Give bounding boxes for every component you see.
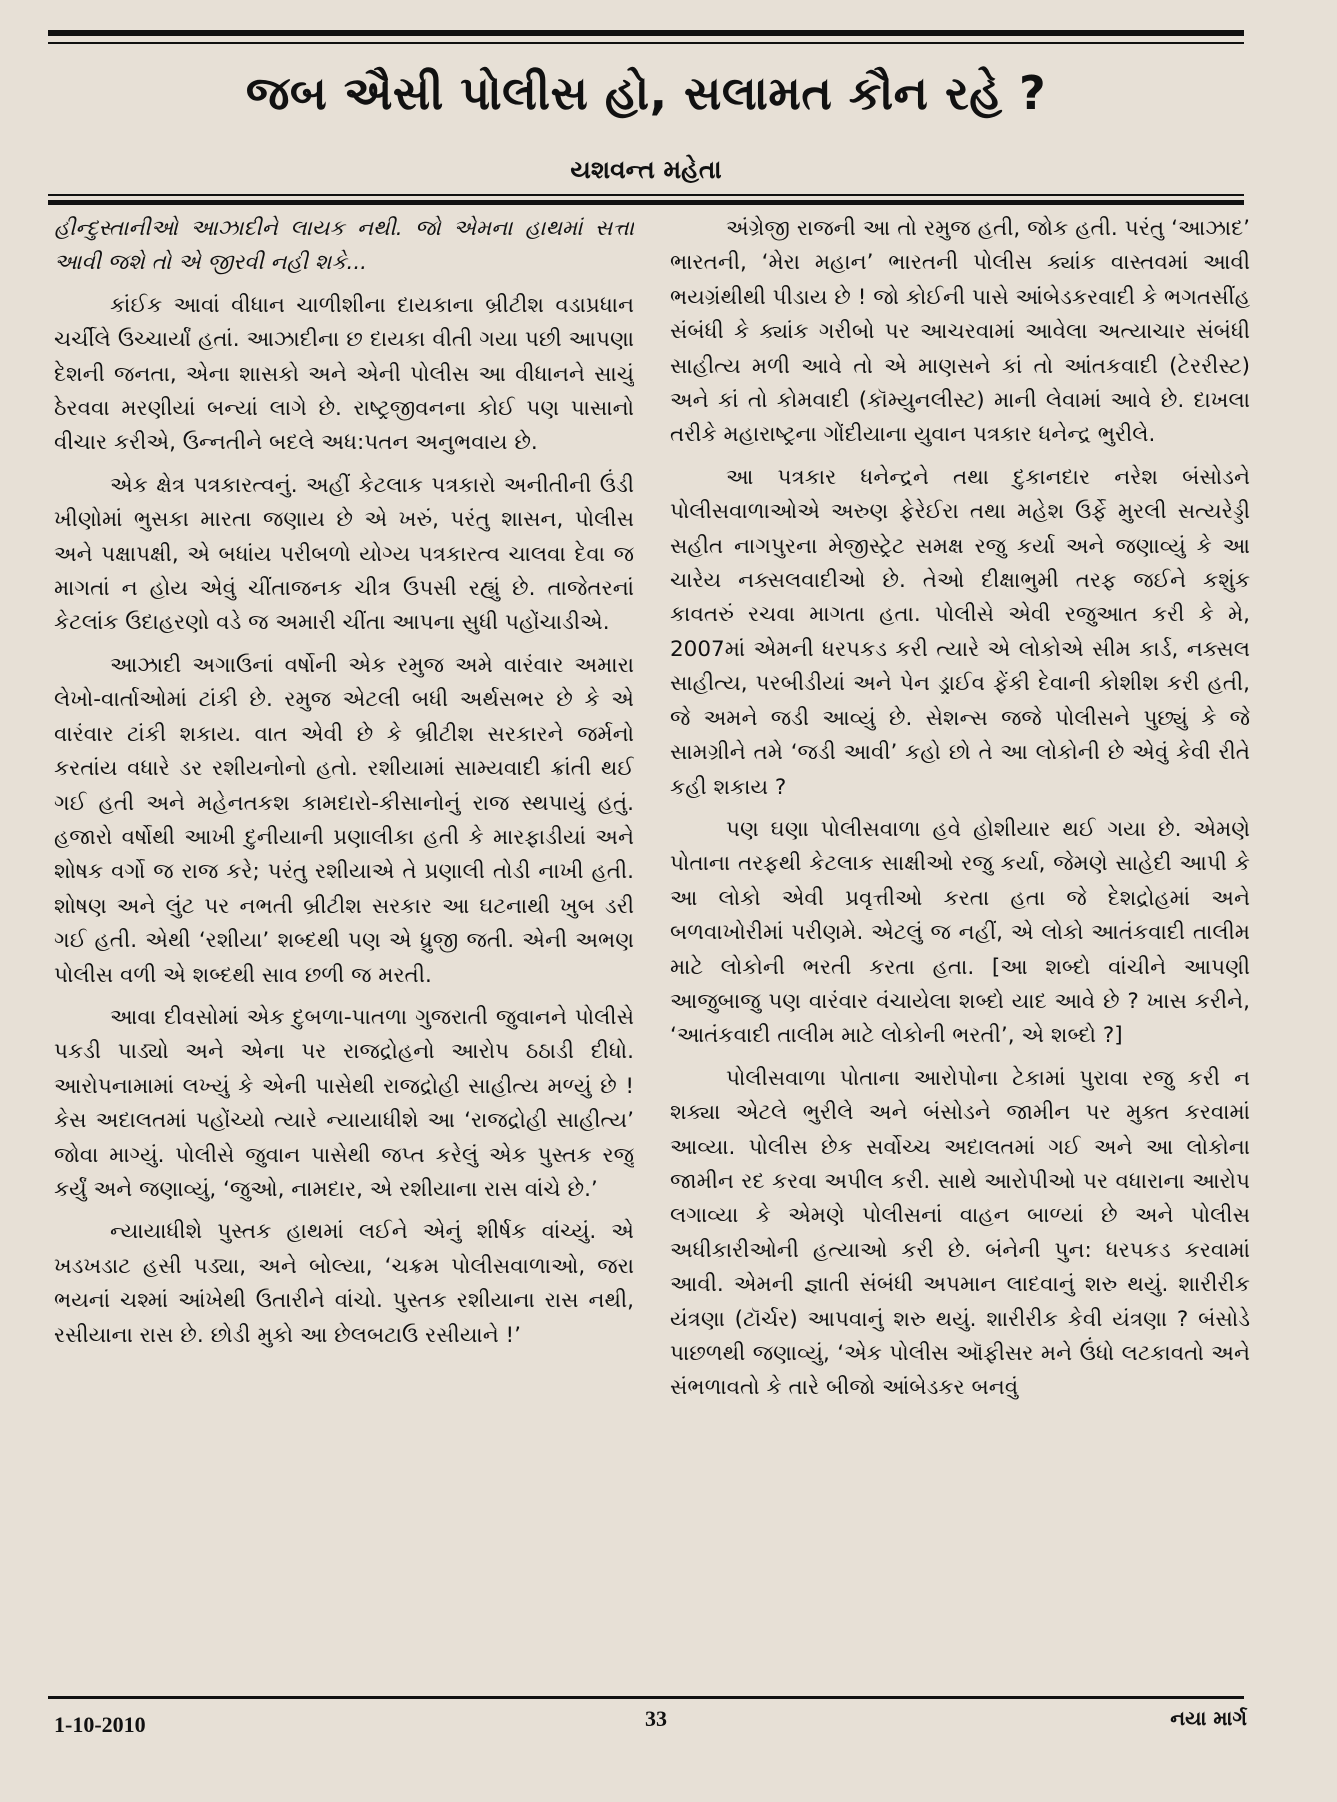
header-rule-thick xyxy=(48,200,1244,205)
paragraph: પોલીસવાળા પોતાના આરોપોના ટેકામાં પુરાવા રજુ કરી ન શક્યા એટલે ભુરીલે અને બંસોડને જામીન પર મુક્ત કરવામાં આવ્યા. પોલીસ છેક સર્વોચ્ચ અદાલતમાં ગઈ અને આ લોકોના જામીન રદ કરવા અપીલ કરી. સાથે આરોપીઓ પર વધારાના આરોપ લગાવ્યા કે એમણે પોલીસનાં વાહન બાળ્યાં છે અને પોલીસ અધીકારીઓની હત્યાઓ કરી છે. બંનેની પુન: ધરપકડ કરવામાં આવી. એમની જ્ઞાતી સંબંધી અપમાન લાદવાનું શરુ થયું. શારીરીક યંત્રણા (ટૉર્ચર) આપવાનું શરુ થયું. શારીરીક કેવી યંત્રણા ? બંસોડે પાછળથી જણાવ્યું, ‘એક પોલીસ ઑફીસર મને ઉંધો લટકાવતો અને સંભળાવતો કે તારે બીજો આંબેડકર બનવું xyxy=(670,1065,1250,1401)
paragraph: આવા દીવસોમાં એક દુબળા-પાતળા ગુજરાતી જુવાનને પોલીસે પકડી પાડ્યો અને એના પર રાજદ્રોહનો આરોપ ઠઠાડી દીધો. આરોપનામામાં લખ્યું કે એની પાસેથી રાજદ્રોહી સાહીત્ય મળ્યું છે ! કેસ અદાલતમાં પહોંચ્યો ત્યારે ન્યાયાધીશે આ ‘રાજદ્રોહી સાહીત્ય’ જોવા માગ્યું. પોલીસે જુવાન પાસેથી જપ્ત કરેલું એક પુસ્તક રજુ કર્યું અને જણાવ્યું, ‘જુઓ, નામદાર, એ રશીયાના રાસ વાંચે છે.’ xyxy=(54,1004,634,1202)
paragraph: કાંઈક આવાં વીધાન ચાળીશીના દાયકાના બ્રીટીશ વડાપ્રધાન ચર્ચીલે ઉચ્ચાર્યાં હતાં. આઝાદીના છ દાયકા વીતી ગયા પછી આપણા દેશની જનતા, એના શાસકો અને એની પોલીસ આ વીધાનને સાચું ઠેરવવા મરણીયાં બન્યાં લાગે છે. રાષ્ટ્રજીવનના કોઈ પણ પાસાનો વીચાર કરીએ, ઉન્નતીને બદલે અધ:પતન અનુભવાય છે. xyxy=(54,292,634,456)
left-column xyxy=(54,212,634,1687)
top-rule-thick xyxy=(48,30,1244,36)
magazine-name: નયા માર્ગ xyxy=(1170,1706,1247,1730)
article-author: યશવન્ત મહેતા xyxy=(570,155,722,184)
paragraph: એક ક્ષેત્ર પત્રકારત્વનું. અહીં કેટલાક પત્રકારો અનીતીની ઉંડી ખીણોમાં ભુસકા મારતા જણાય છે એ ખરું, પરંતુ શાસન, પોલીસ અને પક્ષાપક્ષી, એ બધાંય પરીબળો યોગ્ય પત્રકારત્વ ચાલવા દેવા જ માગતાં ન હોય એવું ચીંતાજનક ચીત્ર ઉપસી રહ્યું છે. તાજેતરનાં કેટલાંક ઉદાહરણો વડે જ અમારી ચીંતા આપના સુધી પહોંચાડીએ. xyxy=(54,472,634,636)
paragraph: આઝાદી અગાઉનાં વર્ષોની એક રમુજ અમે વારંવાર અમારા લેખો-વાર્તાઓમાં ટાંકી છે. રમુજ એટલી બધી અર્થસભર છે કે એ વારંવાર ટાંકી શકાય. વાત એવી છે કે બ્રીટીશ સરકારને જર્મનો કરતાંય વધારે ડર રશીયનોનો હતો. રશીયામાં સામ્યવાદી ક્રાંતી થઈ ગઈ હતી અને મહેનતકશ કામદારો-કીસાનોનું રાજ સ્થપાયું હતું. હજારો વર્ષોથી આખી દુનીયાની પ્રણાલીકા હતી કે મારફાડીયાં અને શોષક વર્ગો જ રાજ કરે; પરંતુ રશીયાએ તે પ્રણાલી તોડી નાખી હતી. શોષણ અને લુંટ પર નભતી બ્રીટીશ સરકાર આ ઘટનાથી ખુબ ડરી ગઈ હતી. એથી ‘રશીયા’ શબ્દથી પણ એ ધ્રુજી જતી. એની અભણ પોલીસ વળી એ શબ્દથી સાવ છળી જ મરતી. xyxy=(54,652,634,988)
footer-rule xyxy=(48,1696,1244,1699)
page-number: 33 xyxy=(645,1706,667,1731)
paragraph: આ પત્રકાર ધનેન્દ્રને તથા દુકાનદાર નરેશ બંસોડને પોલીસવાળાઓએ અરુણ ફેરેઈરા તથા મહેશ ઉર્ફે મુરલી સત્યરેડ્ડી સહીત નાગપુરના મેજીસ્ટ્રેટ સમક્ષ રજુ કર્યા અને જણાવ્યું કે આ ચારેય નક્સલવાદીઓ છે. તેઓ દીક્ષાભુમી તરફ જઈને કશુંક કાવતરું રચવા માગતા હતા. પોલીસે એવી રજુઆત કરી કે મે, 2007માં એમની ધરપકડ કરી ત્યારે એ લોકોએ સીમ કાર્ડ, નક્સલ સાહીત્ય, પરબીડીયાં અને પેન ડ્રાઈવ ફેંકી દેવાની કોશીશ કરી હતી, જે અમને જડી આવ્યું છે. સેશન્સ જજે પોલીસને પુછ્યું કે જે સામગ્રીને તમે ‘જડી આવી’ કહો છો તે આ લોકોની છે એવું કેવી રીતે કહી શકાય ? xyxy=(670,464,1250,800)
top-rule-thin xyxy=(48,42,1244,44)
paragraph: હીન્દુસ્તાનીઓ આઝાદીને લાયક નથી. જો એમના હાથમાં સત્તા આવી જશે તો એ જીરવી નહી શકે... xyxy=(54,216,634,276)
right-column xyxy=(670,212,1250,1687)
paragraph: અંગ્રેજી રાજની આ તો રમુજ હતી, જોક હતી. પરંતુ ‘આઝાદ’ ભારતની, ‘મેરા મહાન’ ભારતની પોલીસ ક્યાંક વાસ્તવમાં આવી ભયગ્રંથીથી પીડાય છે ! જો કોઈની પાસે આંબેડકરવાદી કે ભગતસીંહ સંબંધી કે ક્યાંક ગરીબો પર આચરવામાં આવેલા અત્યાચાર સંબંધી સાહીત્ય મળી આવે તો એ માણસને કાં તો આંતકવાદી (ટેરરીસ્ટ) અને કાં તો કોમવાદી (કૉમ્યુનલીસ્ટ) માની લેવામાં આવે છે. દાખલા તરીકે મહારાષ્ટ્રના ગોંદીયાના યુવાન પત્રકાર ધનેન્દ્ર ભુરીલે. xyxy=(670,216,1250,448)
header-rule-thin xyxy=(48,194,1244,196)
paragraph: ન્યાયાધીશે પુસ્તક હાથમાં લઈને એનું શીર્ષક વાંચ્યું. એ ખડખડાટ હસી પડ્યા, અને બોલ્યા, ‘ચક્રમ પોલીસવાળાઓ, જરા ભયનાં ચશ્માં આંખેથી ઉતારીને વાંચો. પુસ્તક રશીયાના રાસ નથી, રસીયાના રાસ છે. છોડી મુકો આ છેલબટાઉ રસીયાને !’ xyxy=(54,1219,634,1348)
article-title: જબ ઐસી પોલીસ હો, સલામત કૌન રહે ? xyxy=(245,66,1047,120)
footer-date: 1-10-2010 xyxy=(54,1712,146,1737)
paragraph: પણ ઘણા પોલીસવાળા હવે હોશીયાર થઈ ગયા છે. એમણે પોતાના તરફથી કેટલાક સાક્ષીઓ રજુ કર્યા, જેમણે સાહેદી આપી કે આ લોકો એવી પ્રવૃત્તીઓ કરતા હતા જે દેશદ્રોહમાં અને બળવાખોરીમાં પરીણમે. એટલું જ નહીં, એ લોકો આતંકવાદી તાલીમ માટે લોકોની ભરતી કરતા હતા. [આ શબ્દો વાંચીને આપણી આજુબાજુ પણ વારંવાર વંચાયેલા શબ્દો યાદ આવે છે ? ખાસ કરીને, ‘આતંકવાદી તાલીમ માટે લોકોની ભરતી’, એ શબ્દો ?] xyxy=(670,816,1250,1049)
